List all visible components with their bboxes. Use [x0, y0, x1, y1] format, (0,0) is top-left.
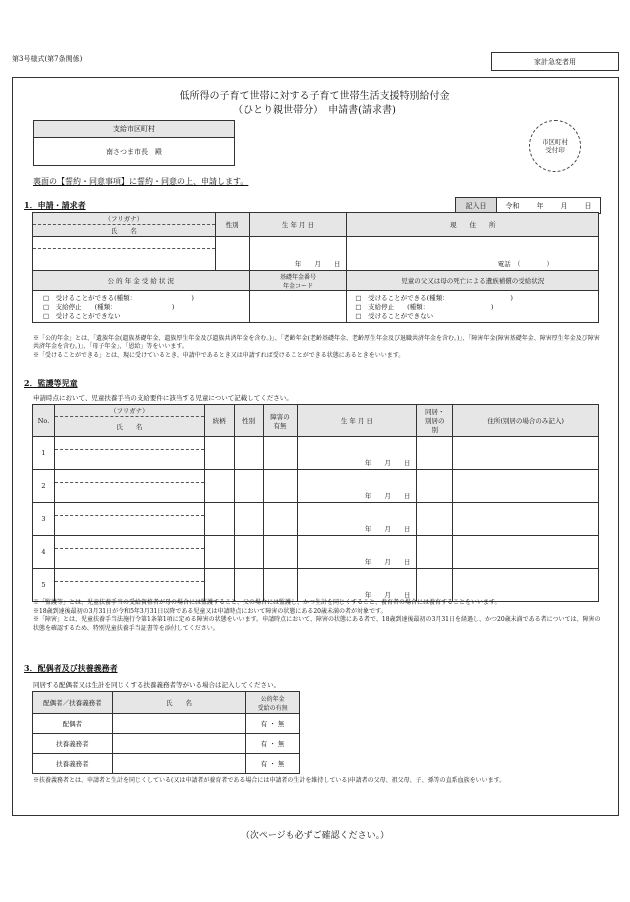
form-title-line2: （ひとり親世帯分） 申請書(請求書) [233, 105, 396, 116]
child-furigana-header: （フリガナ） [54, 405, 204, 417]
child-row-no: 4 [33, 536, 55, 569]
birth-fill: 年 月 日 [294, 260, 341, 268]
child-relation-field[interactable] [204, 437, 234, 470]
spouse-type: 配偶者 [33, 714, 113, 734]
child-relation-field[interactable] [204, 503, 234, 536]
applicant-name-field[interactable] [33, 237, 216, 271]
pension-option-receivable[interactable]: □ 受けることができる(種類： ) [43, 294, 194, 302]
child-cohabit-field[interactable] [417, 569, 453, 602]
child-birth-fill: 年 月 日 [364, 558, 411, 566]
child-address-header: 住所(別居の場合のみ記入) [453, 405, 599, 437]
spouse-name-field[interactable] [112, 734, 246, 754]
child-disability-field[interactable] [263, 569, 297, 602]
pension-code-header: 基礎年金番号 年金コード [249, 271, 347, 291]
section3-note: ※扶養義務者とは、申請者と生計を同じくしている(又は申請者が養育者である場合には申請者の生計を維持している)申請者の父母、祖父母、子、孫等の直系血族をいいます。 [33, 777, 506, 784]
child-cohabit-header: 同居・ 別居の 別 [417, 405, 453, 437]
spouse-name-header: 氏 名 [112, 692, 246, 714]
spouse-table [32, 691, 300, 774]
spouse-type: 扶養義務者 [33, 754, 113, 774]
family-use-text: 家計急変者用 [534, 57, 576, 66]
child-name-field[interactable] [54, 470, 204, 503]
child-disability-field[interactable] [263, 470, 297, 503]
child-birth-field[interactable] [297, 470, 417, 503]
child-birth-field[interactable] [297, 536, 417, 569]
note-disability-def: ※「障害」とは、児童扶養手当法施行令第1条第1項に定める障害の状態をいいます。申請時点において、障害の状態にある者で、18歳到達後最初の3月31日を経過し、かつ20歳未満である者については、障害の状態を確認するため、特別児童扶養手当証書等を添付してください。 [33, 616, 601, 633]
table-row [33, 754, 300, 774]
comp-option-none[interactable]: □ 受けることができない [355, 312, 434, 320]
child-birth-field[interactable] [297, 437, 417, 470]
form-number: 第3号様式(第7条関係) [12, 55, 83, 63]
spouse-pension-header: 公的年金 受給の有無 [246, 692, 300, 714]
furigana-header: （フリガナ） [33, 213, 216, 225]
child-disability-header: 障害の 有無 [263, 405, 297, 437]
payer-header: 支給市区町村 [34, 121, 234, 138]
child-sex-header: 性別 [234, 405, 263, 437]
date-era: 令和 [505, 201, 520, 210]
child-name-field[interactable] [54, 536, 204, 569]
spouse-name-field[interactable] [112, 754, 246, 774]
child-row-no: 5 [33, 569, 55, 602]
applicant-sex-field[interactable] [215, 237, 249, 271]
child-name-field[interactable] [54, 569, 204, 602]
child-address-field[interactable] [453, 437, 599, 470]
child-birth-fill: 年 月 日 [364, 459, 411, 467]
date-year: 年 [536, 201, 544, 210]
child-address-field[interactable] [453, 569, 599, 602]
sex-header: 性別 [215, 213, 249, 237]
child-name-field[interactable] [54, 437, 204, 470]
child-sex-field[interactable] [234, 503, 263, 536]
spouse-type-header: 配偶者／扶養義務者 [33, 692, 113, 714]
note-receivable-def: ※「受けることができる」とは、現に受けているとき、申請中であるとき又は申請すれば受けることができる状態にあるときをいいます。 [33, 351, 405, 359]
spouse-pension-choice[interactable]: 有 ・ 無 [246, 734, 300, 754]
table-row [33, 470, 599, 503]
child-disability-field[interactable] [263, 536, 297, 569]
child-row-no: 3 [33, 503, 55, 536]
family-use-label [491, 52, 619, 71]
pension-option-suspended[interactable]: □ 支給停止 (種類： ) [43, 303, 175, 311]
child-sex-field[interactable] [234, 470, 263, 503]
child-sex-field[interactable] [234, 536, 263, 569]
section3-title: 3．配偶者及び扶養義務者 [24, 663, 118, 673]
note-custody-def: ※「監護等」とは、児童扶養手当の受給資格者が母の場合には監護すること、父の場合には監護し、かつ生計を同じくすること、養育者の場合には養育することをいいます。 [33, 599, 501, 606]
child-row-no: 2 [33, 470, 55, 503]
child-cohabit-field[interactable] [417, 536, 453, 569]
child-row-no: 1 [33, 437, 55, 470]
stamp-line2: 受付印 [545, 146, 565, 154]
child-address-field[interactable] [453, 536, 599, 569]
birth-header: 生 年 月 日 [249, 213, 347, 237]
note-age-eligibility: ※18歳到達後最初の3月31日が令和5年3月31日以降である児童又は申請時点において障害の状態にある20歳未満の者が対象です。 [33, 607, 387, 615]
comp-option-suspended[interactable]: □ 支給停止 (種類： ) [355, 303, 494, 311]
reception-stamp [529, 120, 581, 172]
pension-options[interactable] [33, 291, 250, 323]
applicant-address-field[interactable] [347, 237, 599, 271]
child-sex-field[interactable] [234, 437, 263, 470]
compensation-header: 児童の父又は母の死亡による遺族補償の受給状況 [347, 271, 599, 291]
pledge-text: 裏面の【誓約・同意事項】に誓約・同意の上、申請します。 [33, 177, 249, 186]
child-birth-field[interactable] [297, 503, 417, 536]
comp-option-receivable[interactable]: □ 受けることができる(種類： ) [355, 294, 513, 302]
section1-notes [33, 335, 603, 360]
child-name-header: 氏 名 [54, 417, 204, 437]
child-cohabit-field[interactable] [417, 470, 453, 503]
child-address-field[interactable] [453, 470, 599, 503]
spouse-pension-choice[interactable]: 有 ・ 無 [246, 714, 300, 734]
pension-status-header: 公 的 年 金 受 給 状 況 [33, 271, 250, 291]
child-relation-field[interactable] [204, 470, 234, 503]
child-disability-field[interactable] [263, 503, 297, 536]
table-row [33, 437, 599, 470]
table-row [33, 714, 300, 734]
payer-box [33, 120, 235, 166]
pension-code-field[interactable] [249, 291, 347, 323]
child-no-header: No. [33, 405, 55, 437]
stamp-line1: 市区町村 [542, 137, 568, 146]
children-table [32, 404, 599, 602]
phone-label: 電話 （ ） [497, 260, 553, 268]
entry-date-label: 記入日 [456, 198, 497, 213]
child-name-field[interactable] [54, 503, 204, 536]
date-month: 月 [560, 201, 568, 210]
spouse-name-field[interactable] [112, 714, 246, 734]
spouse-pension-choice[interactable]: 有 ・ 無 [246, 754, 300, 774]
child-birth-header: 生 年 月 日 [297, 405, 417, 437]
section1-title: 1．申請・請求者 [24, 200, 86, 210]
section2-title: 2．監護等児童 [24, 378, 78, 388]
pension-option-none[interactable]: □ 受けることができない [43, 312, 121, 320]
child-disability-field[interactable] [263, 437, 297, 470]
child-birth-field[interactable] [297, 569, 417, 602]
payer-name: 南さつま市長 殿 [106, 147, 162, 156]
child-relation-field[interactable] [204, 569, 234, 602]
table-row [33, 569, 599, 602]
child-cohabit-field[interactable] [417, 503, 453, 536]
compensation-options[interactable] [347, 291, 599, 323]
child-sex-field[interactable] [234, 569, 263, 602]
spouse-type: 扶養義務者 [33, 734, 113, 754]
footer-note: （次ページも必ずご確認ください。） [240, 831, 390, 841]
table-row [33, 734, 300, 754]
table-row [33, 536, 599, 569]
address-header: 現 住 所 [347, 213, 599, 237]
child-birth-fill: 年 月 日 [364, 492, 411, 500]
date-day: 日 [584, 201, 592, 210]
applicant-table [32, 212, 599, 323]
form-title-line1: 低所得の子育て世帯に対する子育て世帯生活支援特別給付金 [179, 91, 450, 102]
table-row [33, 503, 599, 536]
child-birth-fill: 年 月 日 [364, 525, 411, 533]
child-birth-fill: 年 月 日 [364, 591, 411, 599]
child-cohabit-field[interactable] [417, 437, 453, 470]
section2-notes [33, 599, 603, 634]
note-pension-def: ※「公的年金」とは、「遺族年金(遺族基礎年金、遺族厚生年金及び遺族共済年金を含む。)」、「老齢年金(老齢基礎年金、老齢厚生年金及び退職共済年金を含む。)」、「障害年金(障害基礎年金、障害厚生年金及び障害共済年金を含む。)」、「母子年金」、「恩給」等をいいます。 [33, 335, 600, 351]
section3-intro: 同居する配偶者又は生計を同じくする扶養義務者等がいる場合は記入してください。 [33, 681, 280, 689]
name-header: 氏 名 [33, 225, 216, 237]
applicant-birth-field[interactable] [249, 237, 347, 271]
child-relation-field[interactable] [204, 536, 234, 569]
child-relation-header: 続柄 [204, 405, 234, 437]
section2-intro: 申請時点において、児童扶養手当の支給要件に該当する児童について記載してください。 [33, 394, 293, 402]
child-address-field[interactable] [453, 503, 599, 536]
